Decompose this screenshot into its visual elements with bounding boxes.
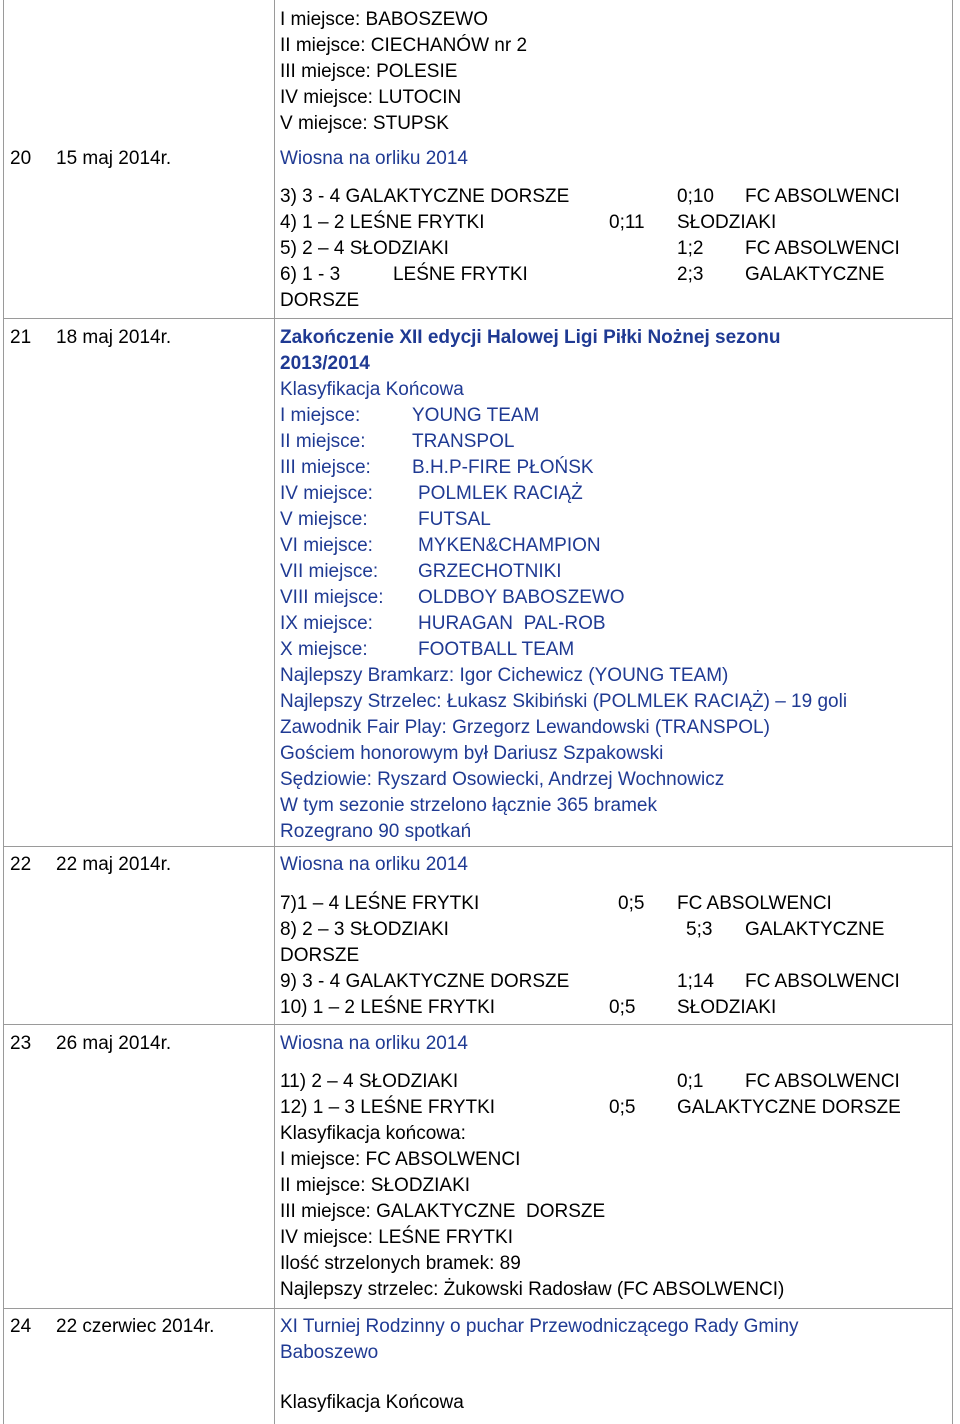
- summary-line: III miejsce: GALAKTYCZNE DORSZE: [280, 1201, 606, 1222]
- match-score: 0;10: [677, 186, 714, 207]
- match-teams: 8) 2 – 3 SŁODZIAKI: [280, 919, 449, 940]
- event-title: XI Turniej Rodzinny o puchar Przewodniczącego Rady Gminy: [280, 1316, 799, 1337]
- place-label: V miejsce:: [280, 509, 368, 530]
- summary-line: Ilość strzelonych bramek: 89: [280, 1253, 521, 1274]
- summary-line: I miejsce: FC ABSOLWENCI: [280, 1149, 521, 1170]
- match-opponent: SŁODZIAKI: [677, 212, 777, 233]
- place-line: IV miejsce: LUTOCIN: [280, 87, 462, 108]
- award-line: Gościem honorowym był Dariusz Szpakowski: [280, 743, 664, 764]
- event-title-line2: 2013/2014: [280, 353, 370, 374]
- match-teams: 10) 1 – 2 LEŚNE FRYTKI: [280, 997, 496, 1018]
- place-line: II miejsce: CIECHANÓW nr 2: [280, 35, 528, 56]
- award-line: Najlepszy Bramkarz: Igor Cichewicz (YOUNG TEAM): [280, 665, 729, 686]
- summary-line: IV miejsce: LEŚNE FRYTKI: [280, 1227, 513, 1248]
- place-line: I miejsce: BABOSZEWO: [280, 9, 488, 30]
- match-score: 0;11: [609, 212, 645, 233]
- right-border: [952, 0, 953, 1424]
- row-number: 22: [10, 854, 32, 875]
- match-opponent: GALAKTYCZNE DORSZE: [677, 1097, 901, 1118]
- row-number: 23: [10, 1033, 32, 1054]
- match-score: 1;14: [677, 971, 714, 992]
- place-label: VIII miejsce:: [280, 587, 384, 608]
- place-team: GRZECHOTNIKI: [418, 561, 562, 582]
- place-team: TRANSPOL: [412, 431, 515, 452]
- event-title-line2: Baboszewo: [280, 1342, 379, 1363]
- match-opponent: GALAKTYCZNE: [745, 264, 885, 285]
- row-date: 26 maj 2014r.: [56, 1033, 172, 1054]
- award-line: Sędziowie: Ryszard Osowiecki, Andrzej Wochnowicz: [280, 769, 725, 790]
- award-line: Najlepszy Strzelec: Łukasz Skibiński (POLMLEK RACIĄŻ) – 19 goli: [280, 691, 848, 712]
- place-team: POLMLEK RACIĄŻ: [418, 483, 583, 504]
- match-opponent: FC ABSOLWENCI: [745, 238, 900, 259]
- place-line: V miejsce: STUPSK: [280, 113, 449, 134]
- match-score: 0;1: [677, 1071, 704, 1092]
- place-label: IX miejsce:: [280, 613, 373, 634]
- match-teams: 7)1 – 4 LEŚNE FRYTKI: [280, 893, 480, 914]
- place-label: IV miejsce:: [280, 483, 373, 504]
- left-border: [3, 0, 4, 1424]
- column-divider: [274, 0, 275, 1424]
- row-number: 21: [10, 327, 32, 348]
- place-team: HURAGAN PAL-ROB: [418, 613, 606, 634]
- match-opponent: FC ABSOLWENCI: [745, 971, 900, 992]
- place-team: MYKEN&CHAMPION: [418, 535, 601, 556]
- match-score: 0;5: [609, 1097, 636, 1118]
- place-line: III miejsce: POLESIE: [280, 61, 458, 82]
- row-divider: [3, 846, 953, 847]
- summary-line: Klasyfikacja końcowa:: [280, 1123, 466, 1144]
- row-date: 15 maj 2014r.: [56, 148, 172, 169]
- match-teams: 3) 3 - 4 GALAKTYCZNE DORSZE: [280, 186, 570, 207]
- event-title: Wiosna na orliku 2014: [280, 148, 468, 169]
- match-score: 1;2: [677, 238, 704, 259]
- place-team: YOUNG TEAM: [412, 405, 540, 426]
- place-team: OLDBOY BABOSZEWO: [418, 587, 625, 608]
- match-score: 2;3: [677, 264, 704, 285]
- match-teams: 4) 1 – 2 LEŚNE FRYTKI: [280, 212, 485, 233]
- award-line: W tym sezonie strzelono łącznie 365 bramek: [280, 795, 657, 816]
- row-divider: [3, 1024, 953, 1025]
- row-number: 20: [10, 148, 32, 169]
- row-number: 24: [10, 1316, 32, 1337]
- match-opponent: SŁODZIAKI: [677, 997, 777, 1018]
- match-opponent: FC ABSOLWENCI: [677, 893, 832, 914]
- summary-line: Najlepszy strzelec: Żukowski Radosław (FC ABSOLWENCI): [280, 1279, 785, 1300]
- match-score: 0;5: [618, 893, 645, 914]
- award-line: Zawodnik Fair Play: Grzegorz Lewandowski (TRANSPOL): [280, 717, 770, 738]
- summary-line: II miejsce: SŁODZIAKI: [280, 1175, 471, 1196]
- place-label: VI miejsce:: [280, 535, 373, 556]
- place-team: FOOTBALL TEAM: [418, 639, 575, 660]
- match-teams: 6) 1 - 3 LEŚNE FRYTKI: [280, 264, 528, 285]
- match-teams: 9) 3 - 4 GALAKTYCZNE DORSZE: [280, 971, 570, 992]
- match-teams: 12) 1 – 3 LEŚNE FRYTKI: [280, 1097, 496, 1118]
- row-divider: [3, 318, 953, 319]
- match-teams: 5) 2 – 4 SŁODZIAKI: [280, 238, 449, 259]
- event-title: Wiosna na orliku 2014: [280, 1033, 468, 1054]
- match-opponent: FC ABSOLWENCI: [745, 186, 900, 207]
- place-team: FUTSAL: [418, 509, 491, 530]
- match-teams: 11) 2 – 4 SŁODZIAKI: [280, 1071, 459, 1092]
- classification-heading: Klasyfikacja Końcowa: [280, 1392, 464, 1413]
- place-label: II miejsce:: [280, 431, 366, 452]
- row-divider: [3, 1308, 953, 1309]
- classification-heading: Klasyfikacja Końcowa: [280, 379, 464, 400]
- match-score: 0;5: [609, 997, 636, 1018]
- event-title: Wiosna na orliku 2014: [280, 854, 468, 875]
- place-label: I miejsce:: [280, 405, 361, 426]
- row-date: 22 maj 2014r.: [56, 854, 172, 875]
- place-team: B.H.P-FIRE PŁOŃSK: [412, 457, 594, 478]
- award-line: Rozegrano 90 spotkań: [280, 821, 472, 842]
- match-opponent: FC ABSOLWENCI: [745, 1071, 900, 1092]
- match-wrap: DORSZE: [280, 290, 360, 311]
- match-opponent: GALAKTYCZNE: [745, 919, 885, 940]
- row-date: 22 czerwiec 2014r.: [56, 1316, 215, 1337]
- match-wrap: DORSZE: [280, 945, 360, 966]
- place-label: VII miejsce:: [280, 561, 379, 582]
- match-score: 5;3: [686, 919, 713, 940]
- event-title: Zakończenie XII edycji Halowej Ligi Piłki Nożnej sezonu: [280, 327, 781, 348]
- place-label: X miejsce:: [280, 639, 368, 660]
- place-label: III miejsce:: [280, 457, 371, 478]
- row-date: 18 maj 2014r.: [56, 327, 172, 348]
